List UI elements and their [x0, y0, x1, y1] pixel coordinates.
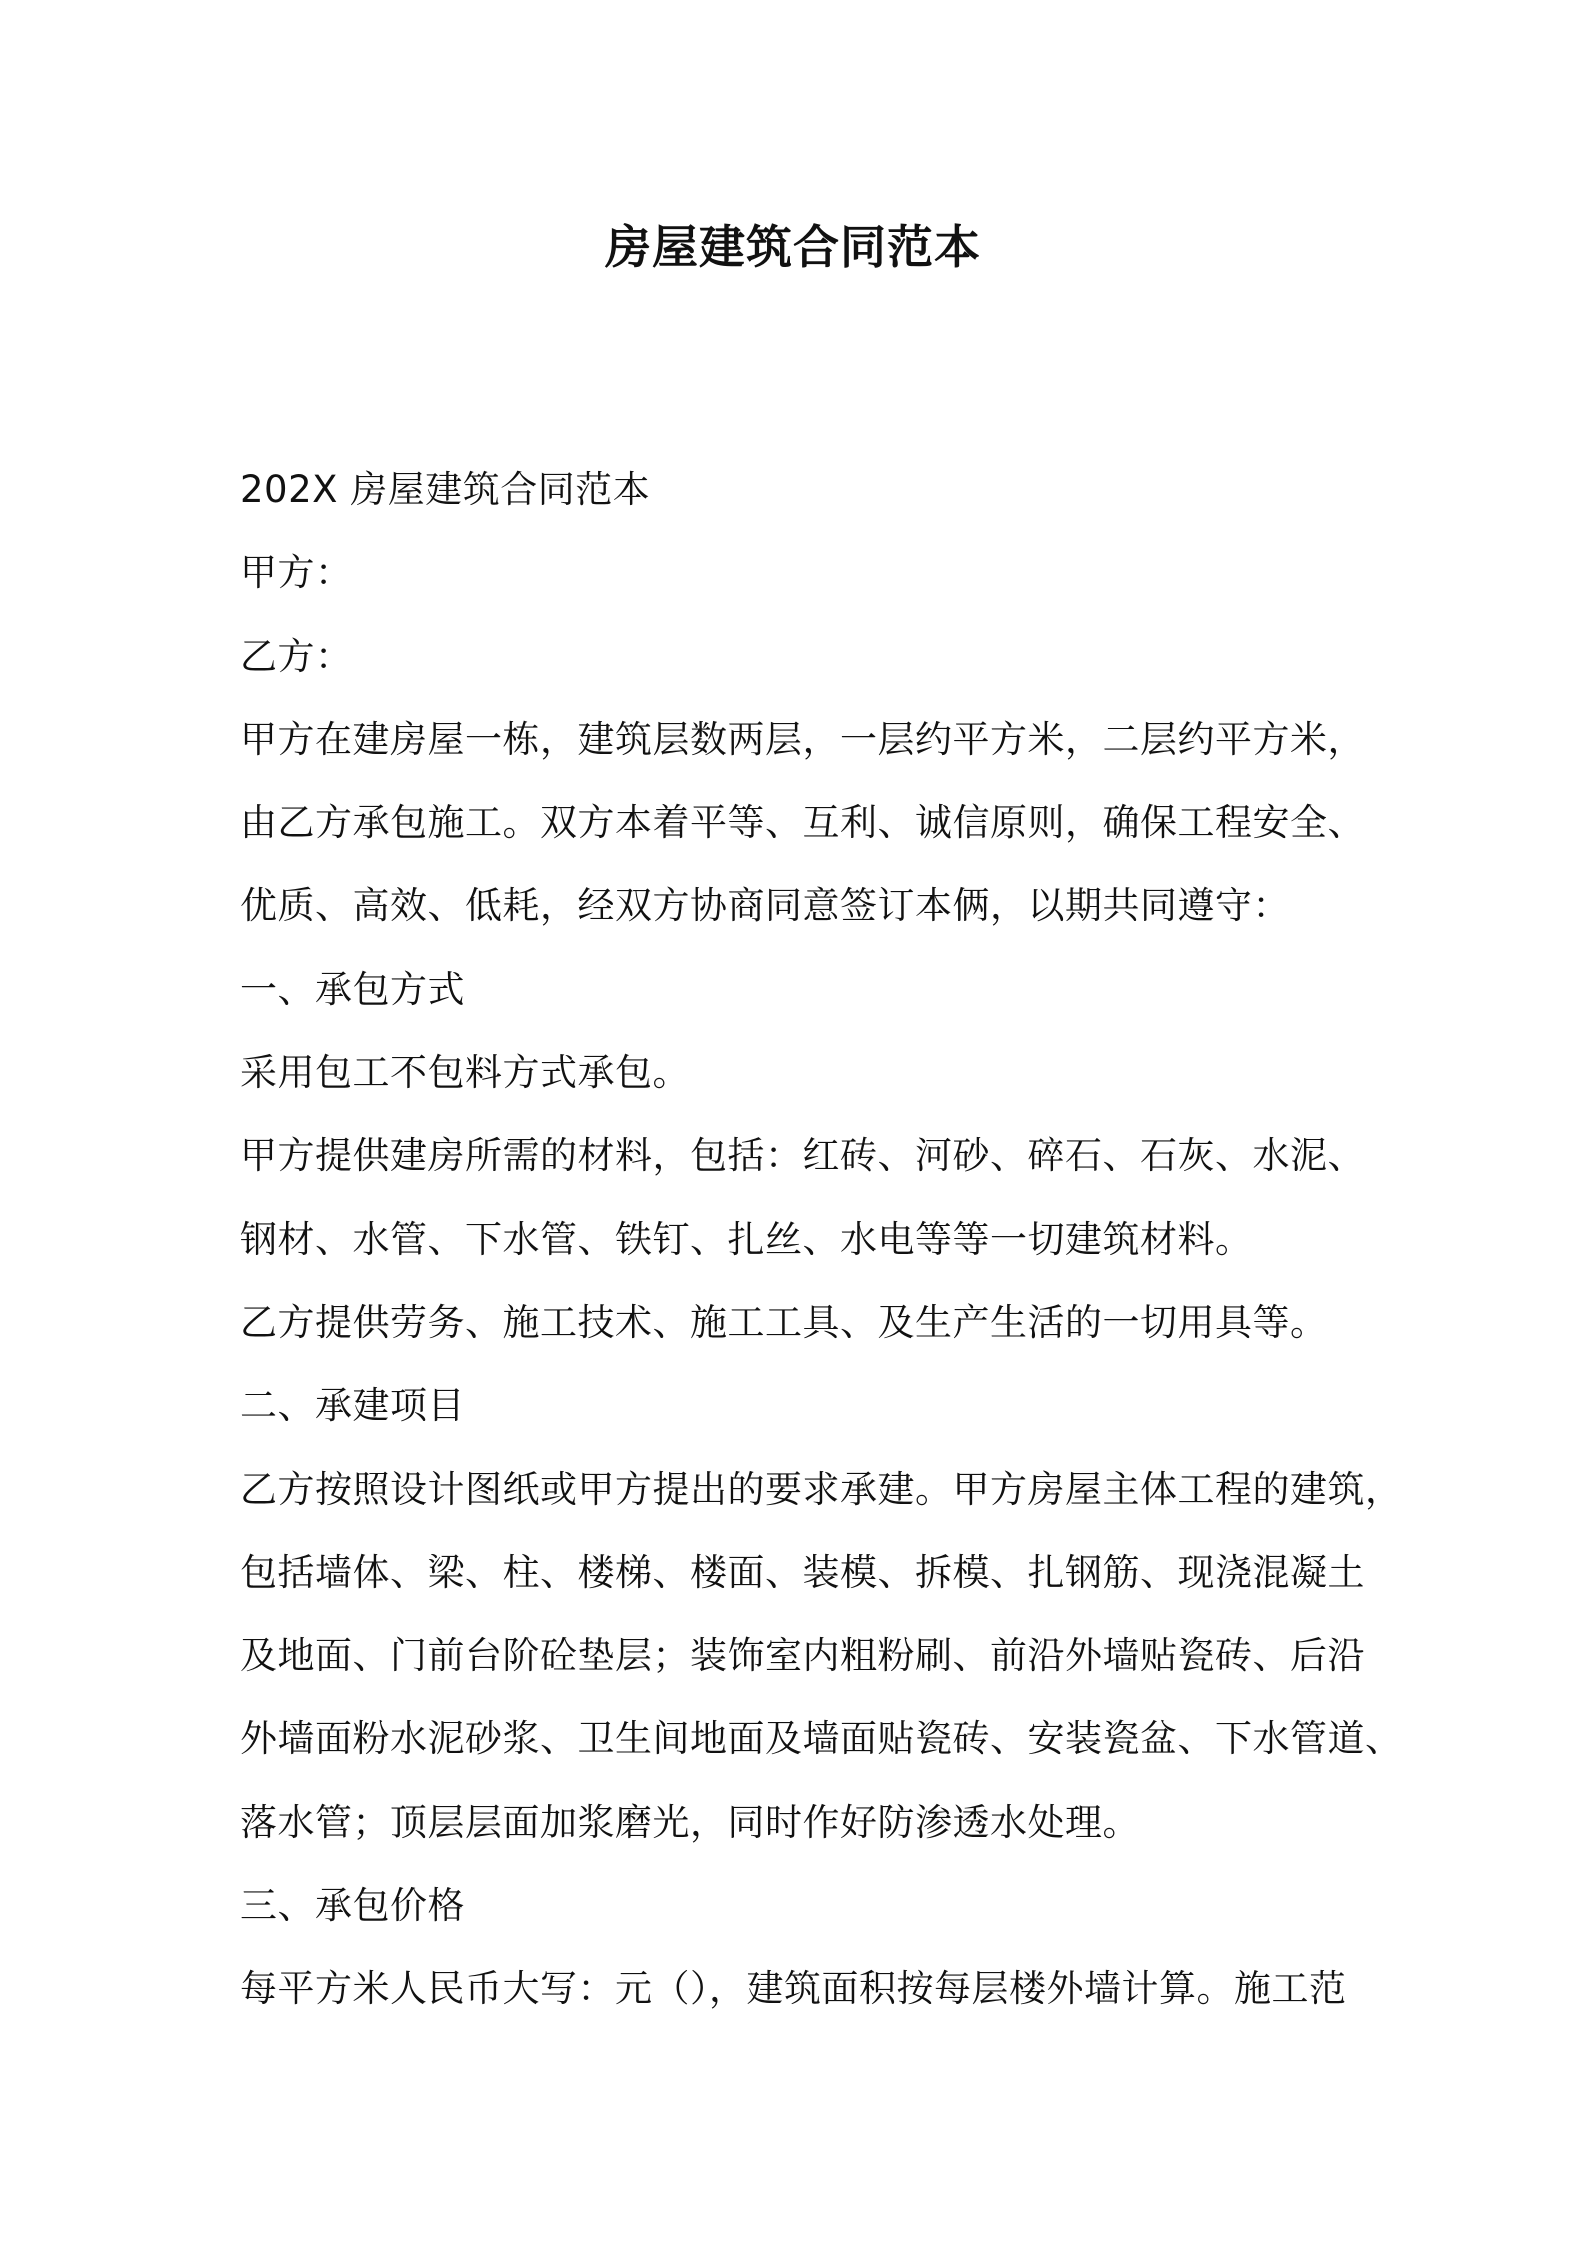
paragraph-line: 由乙方承包施工。双方本着平等、互利、诚信原则，确保工程安全、: [240, 801, 1365, 845]
party-a-line: 甲方：: [240, 551, 353, 595]
section-heading: 三、承包价格: [240, 1884, 465, 1928]
paragraph-line: 包括墙体、梁、柱、楼梯、楼面、装模、拆模、扎钢筋、现浇混凝土: [240, 1550, 1365, 1594]
paragraph-line: 每平方米人民币大写：元（），建筑面积按每层楼外墙计算。施工范: [240, 1967, 1347, 2011]
paragraph-line: 乙方按照设计图纸或甲方提出的要求承建。甲方房屋主体工程的建筑，: [240, 1467, 1403, 1511]
paragraph-line: 优质、高效、低耗，经双方协商同意签订本俩，以期共同遵守：: [240, 884, 1290, 928]
paragraph-line: 外墙面粉水泥砂浆、卫生间地面及墙面贴瓷砖、安装瓷盆、下水管道、: [240, 1717, 1403, 1761]
paragraph-line: 及地面、门前台阶砼垫层；装饰室内粗粉刷、前沿外墙贴瓷砖、后沿: [240, 1634, 1365, 1678]
paragraph-line: 甲方提供建房所需的材料，包括：红砖、河砂、碎石、石灰、水泥、: [240, 1134, 1365, 1178]
party-b-line: 乙方：: [240, 634, 353, 678]
paragraph-line: 采用包工不包料方式承包。: [240, 1051, 690, 1095]
section-heading: 二、承建项目: [240, 1384, 465, 1428]
paragraph-line: 落水管；顶层层面加浆磨光，同时作好防渗透水处理。: [240, 1800, 1140, 1844]
section-heading: 一、承包方式: [240, 967, 465, 1011]
subtitle-line: 202X 房屋建筑合同范本: [240, 468, 651, 511]
paragraph-line: 甲方在建房屋一栋，建筑层数两层，一层约平方米，二层约平方米，: [240, 717, 1365, 761]
document-body: [240, 448, 1403, 2031]
document-title: 房屋建筑合同范本: [605, 220, 981, 274]
paragraph-line: 钢材、水管、下水管、铁钉、扎丝、水电等等一切建筑材料。: [240, 1217, 1253, 1261]
paragraph-line: 乙方提供劳务、施工技术、施工工具、及生产生活的一切用具等。: [240, 1300, 1328, 1344]
